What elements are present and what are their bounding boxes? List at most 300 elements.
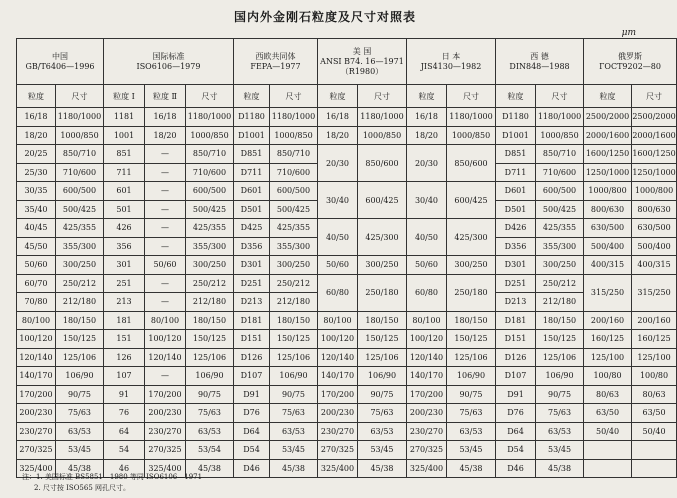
table-cell: 600/500 [56, 182, 104, 201]
table-cell: 1000/850 [358, 126, 407, 145]
table-cell: — [145, 182, 186, 201]
table-cell: 426 [104, 219, 145, 238]
page-title: 国内外金刚石粒度及尺寸对照表 [233, 10, 416, 24]
table-cell: 18/20 [17, 126, 56, 145]
table-cell: 80/100 [145, 311, 186, 330]
table-cell: 400/315 [632, 256, 677, 275]
table-cell: 53/54 [186, 441, 234, 460]
table-cell: 150/125 [270, 330, 318, 349]
table-cell: D425 [234, 219, 270, 238]
table-cell: — [145, 200, 186, 219]
column-header: 尺寸 [536, 85, 584, 108]
table-cell: D356 [496, 237, 536, 256]
table-cell: 50/60 [145, 256, 186, 275]
table-cell: D851 [234, 145, 270, 164]
table-cell: 270/325 [318, 441, 358, 460]
column-header: 尺寸 [56, 85, 104, 108]
table-cell: 850/600 [358, 145, 407, 182]
table-cell: 1250/1000 [584, 163, 632, 182]
table-cell: 20/30 [407, 145, 447, 182]
table-cell: 90/75 [536, 385, 584, 404]
table-cell: 90/75 [56, 385, 104, 404]
table-cell: 16/18 [17, 108, 56, 127]
table-cell: 35/40 [17, 200, 56, 219]
table-cell: 630/500 [584, 219, 632, 238]
table-cell: 80/100 [17, 311, 56, 330]
table-cell: 600/425 [358, 182, 407, 219]
table-cell: 16/18 [145, 108, 186, 127]
table-cell: 151 [104, 330, 145, 349]
table-cell: 425/355 [186, 219, 234, 238]
table-cell: 425/355 [270, 219, 318, 238]
footnote: 注：1. 美国标准 BS5851—1980 等同 ISO6106—1971 [22, 473, 203, 481]
table-cell: 63/50 [584, 404, 632, 423]
table-row [17, 422, 677, 441]
column-header: 尺寸 [632, 85, 677, 108]
table-cell: 63/53 [358, 422, 407, 441]
table-cell: D851 [496, 145, 536, 164]
table-cell: 200/160 [584, 311, 632, 330]
table-row [17, 145, 677, 164]
column-header: 尺寸 [358, 85, 407, 108]
table-cell: 300/250 [358, 256, 407, 275]
grit-size-table [16, 38, 677, 478]
table-row [17, 219, 677, 238]
table-cell: D46 [496, 459, 536, 478]
table-cell: 50/40 [632, 422, 677, 441]
table-cell: 600/500 [270, 182, 318, 201]
table-cell: 180/150 [536, 311, 584, 330]
table-row [17, 348, 677, 367]
standard-name: 俄罗斯 [618, 51, 643, 61]
table-cell: 1000/850 [186, 126, 234, 145]
table-cell: 630/500 [632, 219, 677, 238]
table-cell: 500/400 [632, 237, 677, 256]
table-cell: 212/180 [270, 293, 318, 312]
table-cell: 140/170 [407, 367, 447, 386]
table-cell: 63/53 [447, 422, 496, 441]
table-cell: 100/120 [145, 330, 186, 349]
table-cell: 500/425 [56, 200, 104, 219]
standard-header [496, 39, 584, 85]
table-cell: 300/250 [536, 256, 584, 275]
table-cell: 1180/1000 [56, 108, 104, 127]
table-row [17, 311, 677, 330]
table-cell: 325/400 [145, 459, 186, 478]
standard-name: 西 德 [530, 51, 549, 61]
standard-header [234, 39, 318, 85]
table-cell: 50/40 [584, 422, 632, 441]
table-cell: 60/70 [17, 274, 56, 293]
table-cell: — [145, 145, 186, 164]
table-cell: D126 [234, 348, 270, 367]
table-cell: 75/63 [358, 404, 407, 423]
table-cell: 53/45 [358, 441, 407, 460]
table-cell: — [145, 237, 186, 256]
table-cell: 106/90 [186, 367, 234, 386]
table-cell: 30/40 [318, 182, 358, 219]
table-cell: 75/63 [270, 404, 318, 423]
table-cell: 80/100 [318, 311, 358, 330]
table-cell: 600/425 [447, 182, 496, 219]
table-cell: D501 [234, 200, 270, 219]
table-cell: 250/180 [358, 274, 407, 311]
table-cell: 120/140 [17, 348, 56, 367]
table-cell: 75/63 [536, 404, 584, 423]
table-cell: 1000/800 [632, 182, 677, 201]
table-cell: 1250/1000 [632, 163, 677, 182]
table-cell: 160/125 [584, 330, 632, 349]
table-cell: D356 [234, 237, 270, 256]
table-cell: 70/80 [17, 293, 56, 312]
table-row [17, 108, 677, 127]
standard-code: JIS4130—1982 [420, 61, 482, 71]
table-cell: 270/325 [407, 441, 447, 460]
table-cell: 100/120 [318, 330, 358, 349]
table-cell: 181 [104, 311, 145, 330]
table-cell: 355/300 [56, 237, 104, 256]
table-cell: D91 [234, 385, 270, 404]
table-cell: 300/250 [186, 256, 234, 275]
standards-header-row [17, 39, 677, 85]
standard-revision: （R1980） [340, 66, 384, 76]
table-cell: 1600/1250 [632, 145, 677, 164]
standard-header [104, 39, 234, 85]
table-cell: 425/300 [358, 219, 407, 256]
table-cell: 100/120 [407, 330, 447, 349]
table-cell: 63/53 [270, 422, 318, 441]
table-row [17, 330, 677, 349]
table-cell: 64 [104, 422, 145, 441]
table-cell: 170/200 [318, 385, 358, 404]
table-cell: — [145, 367, 186, 386]
table-cell: 125/100 [632, 348, 677, 367]
table-cell: 91 [104, 385, 145, 404]
table-cell: D151 [496, 330, 536, 349]
table-cell: 125/106 [447, 348, 496, 367]
table-cell: 355/300 [270, 237, 318, 256]
standard-header [17, 39, 104, 85]
table-cell: 1180/1000 [358, 108, 407, 127]
table-cell: 60/80 [318, 274, 358, 311]
standard-header [584, 39, 677, 85]
table-cell: 200/230 [145, 404, 186, 423]
standard-header [318, 39, 407, 85]
table-cell: D76 [496, 404, 536, 423]
table-cell: 106/90 [358, 367, 407, 386]
table-cell: D54 [496, 441, 536, 460]
column-header: 粒度 [584, 85, 632, 108]
table-cell: 60/80 [407, 274, 447, 311]
table-cell: D1180 [496, 108, 536, 127]
table-cell: 710/600 [270, 163, 318, 182]
table-row [17, 182, 677, 201]
column-header: 粒度 Ⅱ [145, 85, 186, 108]
table-cell: 425/355 [536, 219, 584, 238]
table-cell: 230/270 [318, 422, 358, 441]
table-cell: 300/250 [270, 256, 318, 275]
table-cell: D213 [496, 293, 536, 312]
table-cell: 1180/1000 [270, 108, 318, 127]
standard-code: ISO6106—1979 [136, 61, 201, 71]
table-cell: 180/150 [186, 311, 234, 330]
column-header: 粒度 [17, 85, 56, 108]
table-cell: 63/53 [186, 422, 234, 441]
table-cell: D107 [496, 367, 536, 386]
table-cell: 53/45 [270, 441, 318, 460]
table-cell: 300/250 [447, 256, 496, 275]
table-cell: 125/106 [186, 348, 234, 367]
table-cell: 325/400 [407, 459, 447, 478]
table-cell: 45/50 [17, 237, 56, 256]
table-cell: D107 [234, 367, 270, 386]
table-cell: 250/180 [447, 274, 496, 311]
table-cell: 150/125 [447, 330, 496, 349]
table-cell: 170/200 [17, 385, 56, 404]
table-cell: D64 [234, 422, 270, 441]
table-cell: 106/90 [270, 367, 318, 386]
table-cell: D301 [234, 256, 270, 275]
column-header: 粒度 [234, 85, 270, 108]
table-cell: 500/425 [186, 200, 234, 219]
table-cell: 150/125 [186, 330, 234, 349]
column-header: 尺寸 [447, 85, 496, 108]
standard-code: GB/T6406—1996 [25, 61, 95, 71]
table-cell: 90/75 [447, 385, 496, 404]
table-cell: 106/90 [56, 367, 104, 386]
table-cell: D126 [496, 348, 536, 367]
table-cell: 20/25 [17, 145, 56, 164]
table-cell: D54 [234, 441, 270, 460]
table-cell: 53/45 [56, 441, 104, 460]
table-cell: 54 [104, 441, 145, 460]
table-cell: 45/38 [186, 459, 234, 478]
table-cell: 270/325 [17, 441, 56, 460]
table-cell: 50/60 [17, 256, 56, 275]
table-cell: 850/600 [447, 145, 496, 182]
table-cell: 1000/850 [536, 126, 584, 145]
table-cell: 150/125 [358, 330, 407, 349]
table-cell: 80/63 [584, 385, 632, 404]
table-cell: 160/125 [632, 330, 677, 349]
table-cell: 100/80 [584, 367, 632, 386]
table-cell: D501 [496, 200, 536, 219]
table-cell: 18/20 [145, 126, 186, 145]
table-cell: 126 [104, 348, 145, 367]
table-cell: 250/212 [56, 274, 104, 293]
table-cell: 63/53 [536, 422, 584, 441]
table-cell: D181 [234, 311, 270, 330]
table-cell: D76 [234, 404, 270, 423]
table-cell: 120/140 [407, 348, 447, 367]
table-cell: 355/300 [536, 237, 584, 256]
table-cell: 710/600 [56, 163, 104, 182]
table-cell: 850/710 [186, 145, 234, 164]
table-cell: D151 [234, 330, 270, 349]
standard-code: FEPA—1977 [250, 61, 301, 71]
table-cell: 30/40 [407, 182, 447, 219]
table-cell: 710/600 [536, 163, 584, 182]
table-cell: 356 [104, 237, 145, 256]
table-cell: 50/60 [407, 256, 447, 275]
subheader-row [17, 85, 677, 108]
table-cell: 90/75 [358, 385, 407, 404]
table-cell: 1000/850 [56, 126, 104, 145]
table-cell: 45/38 [536, 459, 584, 478]
table-cell: 600/500 [536, 182, 584, 201]
table-cell: 20/30 [318, 145, 358, 182]
table-cell: D91 [496, 385, 536, 404]
table-cell: 63/53 [56, 422, 104, 441]
table-cell: 106/90 [447, 367, 496, 386]
table-cell: D601 [496, 182, 536, 201]
table-cell: D301 [496, 256, 536, 275]
table-cell: 315/250 [584, 274, 632, 311]
table-cell: 180/150 [56, 311, 104, 330]
table-cell: 140/170 [17, 367, 56, 386]
table-row [17, 404, 677, 423]
table-row [17, 126, 677, 145]
table-cell: 45/38 [358, 459, 407, 478]
table-cell: D213 [234, 293, 270, 312]
standard-name: 国际标准 [152, 51, 185, 61]
table-cell: 850/710 [536, 145, 584, 164]
table-cell: 90/75 [270, 385, 318, 404]
table-cell [632, 459, 677, 478]
table-cell: 75/63 [447, 404, 496, 423]
table-cell: 150/125 [56, 330, 104, 349]
table-cell: 1181 [104, 108, 145, 127]
standard-header [407, 39, 496, 85]
table-cell: 100/120 [17, 330, 56, 349]
table-cell: 50/60 [318, 256, 358, 275]
table-cell: 212/180 [536, 293, 584, 312]
table-cell: 355/300 [186, 237, 234, 256]
table-cell: 212/180 [56, 293, 104, 312]
table-cell: 125/106 [270, 348, 318, 367]
table-row [17, 367, 677, 386]
table-cell: 600/500 [186, 182, 234, 201]
table-cell: D1001 [234, 126, 270, 145]
table-cell: 200/160 [632, 311, 677, 330]
table-cell: 250/212 [186, 274, 234, 293]
table-cell: 45/38 [270, 459, 318, 478]
footnotes [22, 472, 202, 494]
table-cell: 2500/2000 [632, 108, 677, 127]
table-cell: 325/400 [17, 459, 56, 478]
table-cell: 601 [104, 182, 145, 201]
table-cell: 80/100 [407, 311, 447, 330]
table-cell: 212/180 [186, 293, 234, 312]
table-cell: 425/355 [56, 219, 104, 238]
table-cell: 180/150 [270, 311, 318, 330]
table-cell: D251 [234, 274, 270, 293]
table-row [17, 274, 677, 293]
table-cell: 125/106 [536, 348, 584, 367]
table-cell: — [145, 163, 186, 182]
table-cell: D601 [234, 182, 270, 201]
table-cell: 25/30 [17, 163, 56, 182]
table-cell: D181 [496, 311, 536, 330]
table-cell: 45/38 [447, 459, 496, 478]
standard-name: 西欧共同体 [255, 51, 296, 61]
table-row [17, 441, 677, 460]
table-cell: 711 [104, 163, 145, 182]
table-cell: D251 [496, 274, 536, 293]
table-cell: 180/150 [358, 311, 407, 330]
table-cell: D711 [234, 163, 270, 182]
table-cell: 2500/2000 [584, 108, 632, 127]
standard-code: ANSI B74. 16—1971 [320, 56, 404, 66]
table-cell: 250/212 [270, 274, 318, 293]
table-cell: 851 [104, 145, 145, 164]
table-cell: 1000/850 [447, 126, 496, 145]
table-cell: 120/140 [145, 348, 186, 367]
table-cell: 40/50 [318, 219, 358, 256]
table-cell: 170/200 [145, 385, 186, 404]
table-cell: 1180/1000 [186, 108, 234, 127]
table-cell: 501 [104, 200, 145, 219]
table-cell: 325/400 [318, 459, 358, 478]
table-cell: 230/270 [407, 422, 447, 441]
table-cell: 2000/1600 [584, 126, 632, 145]
table-cell: 30/35 [17, 182, 56, 201]
table-cell: 180/150 [447, 311, 496, 330]
table-cell: D1180 [234, 108, 270, 127]
table-cell: 2000/1600 [632, 126, 677, 145]
table-cell: 1180/1000 [536, 108, 584, 127]
table-cell: 16/18 [318, 108, 358, 127]
table-cell: 213 [104, 293, 145, 312]
table-cell: 40/45 [17, 219, 56, 238]
table-cell: 850/710 [270, 145, 318, 164]
table-cell: 301 [104, 256, 145, 275]
table-cell: D1001 [496, 126, 536, 145]
table-cell: 250/212 [536, 274, 584, 293]
table-cell: 46 [104, 459, 145, 478]
table-cell: 230/270 [145, 422, 186, 441]
table-cell: 200/230 [318, 404, 358, 423]
table-cell: 400/315 [584, 256, 632, 275]
table-cell: 53/45 [536, 441, 584, 460]
table-cell: 107 [104, 367, 145, 386]
table-cell: — [145, 293, 186, 312]
table-cell: 500/425 [270, 200, 318, 219]
table-cell: 80/63 [632, 385, 677, 404]
table-cell: 63/50 [632, 404, 677, 423]
table-cell: 18/20 [407, 126, 447, 145]
footnote: 2. 尺寸按 ISO565 网孔尺寸。 [34, 484, 131, 492]
table-cell: 100/80 [632, 367, 677, 386]
table-cell: 800/630 [584, 200, 632, 219]
standard-name: 中国 [52, 51, 68, 61]
column-header: 粒度 [407, 85, 447, 108]
table-cell: 270/325 [145, 441, 186, 460]
table-cell: 18/20 [318, 126, 358, 145]
table-cell: 170/200 [407, 385, 447, 404]
standard-code: ГОСТ9202—80 [599, 61, 661, 71]
table-cell: 300/250 [56, 256, 104, 275]
table-cell: 120/140 [318, 348, 358, 367]
table-cell: D64 [496, 422, 536, 441]
table-cell: 45/38 [56, 459, 104, 478]
table-cell: 1001 [104, 126, 145, 145]
column-header: 粒度 Ⅰ [104, 85, 145, 108]
unit-label: μm [621, 28, 636, 38]
table-cell: 16/18 [407, 108, 447, 127]
standard-name: 日 本 [441, 51, 461, 61]
table-cell: 315/250 [632, 274, 677, 311]
